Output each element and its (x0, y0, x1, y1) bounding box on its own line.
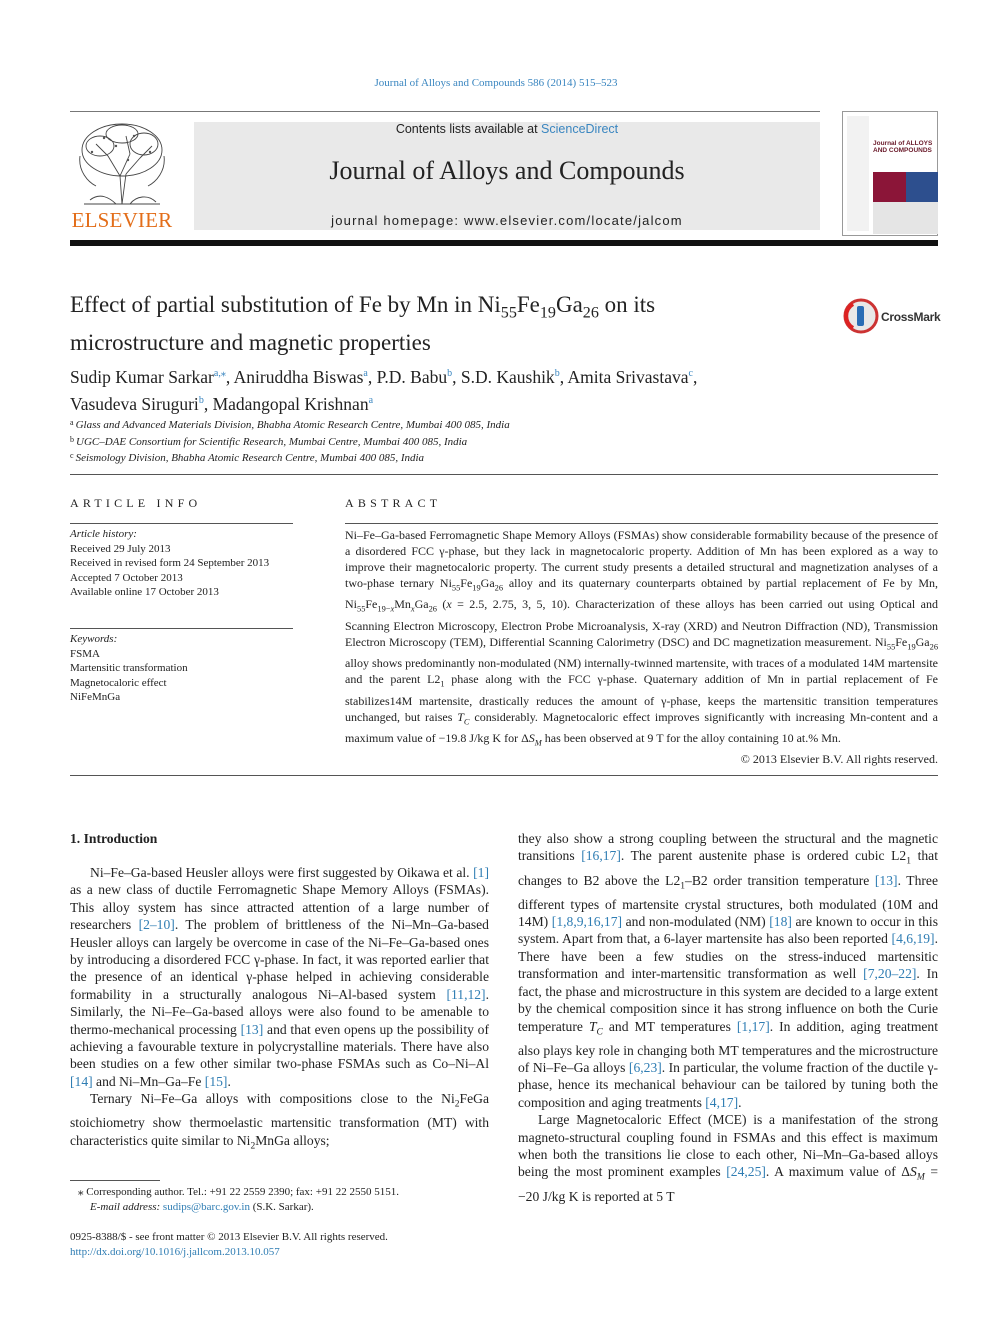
revised-date: Received in revised form 24 September 2013 (70, 557, 270, 569)
author[interactable]: Vasudeva Siruguri (70, 394, 199, 414)
author[interactable]: Sudip Kumar Sarkar (70, 367, 214, 387)
affiliation: $^a$ Glass and Advanced Materials Division, Bhabha Atomic Research Centre, Mumbai 400 085, India (70, 418, 510, 431)
email-suffix: (S.K. Sarkar). (252, 1201, 314, 1213)
accepted-date: Accepted 7 October 2013 (70, 571, 183, 584)
crossmark-icon[interactable] (843, 298, 883, 334)
article-history (70, 527, 293, 600)
copyright-notice: © 2013 Elsevier B.V. All rights reserved. (740, 752, 938, 766)
cover-block-red (873, 172, 906, 202)
corresponding-author: ⁎ Corresponding author. Tel.: +91 22 2559 2390; fax: +91 22 2550 5151. (78, 1186, 399, 1198)
history-label: Article history: (70, 528, 137, 540)
crossmark-label[interactable]: CrossMark (881, 310, 941, 324)
author-affiliation-mark[interactable]: b (447, 368, 453, 379)
homepage-link[interactable]: www.elsevier.com/locate/jalcom (464, 213, 683, 228)
cover-strip (847, 116, 869, 231)
email-label: E-mail address: (90, 1201, 161, 1213)
divider (70, 474, 938, 475)
front-matter (70, 1230, 570, 1259)
footnote-rule (70, 1180, 160, 1181)
affiliation: $^b$ UGC–DAE Consortium for Scientific Research, Mumbai Centre, Mumbai 400 085, India (70, 434, 468, 448)
body-column-right (518, 830, 938, 1205)
abstract-text: Ni–Fe–Ga-based Ferromagnetic Shape Memory Alloys (FSMAs) show considerable formability because of the presence of a disordered FCC γ-phase, but they lack in magnetocaloric property. Addition of Mn has been explored as a way to improve their magnetocaloric property. The current study presents a detailed structural and magnetization analyses of a two-phase ternary $Ni_{55}Fe_{19}Ga_{26}$ alloy and its quaternary counterparts obtained by partial replacement of Fe by Mn, $Ni_{55}Fe_{19-x}Mn_xGa_{26}$ (x = 2.5, 2.75, 3, 5, 10). Characterization of these alloys has been carried out using Optical and Scanning Electron Microscopy, Electron Probe Microanalysis, X-ray (XRD) and Neutron Diffraction (ND), Transmission Electron Microscopy (TEM), Differential Scanning Calorimetry (DSC) and DC magnetization measurement. $Ni_{55}Fe_{19}Ga_{26}$ alloy shows predominantly non-modulated (NM) internally-twinned martensite, with traces of a modulated 14M martensite and the parent $L2_1$ phase along with the FCC γ-phase. Quaternary addition of Mn in partial replacement of Fe stabilizes14M martensite, drastically reduces the amount of γ-phase, keeps the martensitic transition temperatures unchanged, but raises $T_C$ considerably. Magnetocaloric effect improves significantly with increasing Mn-content and a maximum value of −19.8 J/kg K for $\Delta S_M$ has been observed at 9 T for the alloy containing 10 at.% Mn. (345, 528, 939, 748)
journal-reference[interactable]: Journal of Alloys and Compounds 586 (2014) 515–523 (374, 77, 618, 89)
contents-prefix: Contents lists available at (395, 122, 538, 136)
paragraph: Ni–Fe–Ga-based Heusler alloys were first suggested by Oikawa et al. [1] as a new class of ductile Ferromagnetic Shape Memory Alloys (FSMAs). This alloy system has since attracted attention of a large number of researchers [2–10]. The problem of brittleness of the Ni–Mn–Ga-based Heusler alloys can largely be overcome in case of the Ni–Fe–Ga-based ones by introducing a disordered FCC γ-phase. In fact, it was reported earlier that the presence of an identical γ-phase helped in achieving considerable formability in a structurally analogous Ni–Al-based system [11,12]. Similarly, the Ni–Fe–Ga-based alloys were also found to be amenable to thermo-mechanical processing [13] and that even opens up the possibility of achieving a favourable texture in polycrystalline materials. There have also been studies on a few other similar two-phase FSMAs such as Co–Ni–Al [14] and Ni–Mn–Ga–Fe [15]. (70, 865, 489, 1089)
author-affiliation-mark[interactable]: a,⁎ (213, 368, 226, 379)
author[interactable]: Amita Srivastava (567, 367, 689, 387)
paragraph: Large Magnetocaloric Effect (MCE) is a manifestation of the strong magneto-structural coupling found in FSMAs and this effect is maximum when both the transitions lie close to each other, Ni–Mn–Ga-based alloys being the most prominent examples [24,25]. A maximum value of $\Delta S_M = -20$ J/kg K is reported at 5 T (518, 1112, 938, 1204)
publisher-name: ELSEVIER (71, 208, 173, 232)
author[interactable]: P.D. Babu (376, 367, 448, 387)
received-date: Received 29 July 2013 (70, 542, 171, 555)
header-bottom-rule (70, 240, 938, 246)
keywords (70, 632, 293, 705)
journal-homepage (194, 213, 820, 228)
body-column-left (70, 864, 489, 1156)
email-link[interactable]: sudips@barc.gov.in (162, 1201, 250, 1213)
keyword: FSMA (70, 647, 100, 660)
keyword: Magnetocaloric effect (70, 676, 167, 689)
cover-title: Journal of ALLOYS AND COMPOUNDS (873, 140, 933, 154)
author-affiliation-mark[interactable]: b (198, 395, 204, 406)
section-title: 1. Introduction (70, 831, 158, 846)
issn-line: 0925-8388/$ - see front matter © 2013 Elsevier B.V. All rights reserved. (70, 1231, 388, 1243)
journal-cover-thumbnail[interactable] (842, 111, 938, 236)
divider (345, 523, 938, 524)
sciencedirect-link[interactable]: ScienceDirect (541, 122, 619, 136)
article-title: Effect of partial substitution of Fe by Mn in $Ni_{55}Fe_{19}Ga_{26}$ on its microstructure and magnetic properties (70, 292, 656, 355)
author-affiliation-mark[interactable]: a (368, 395, 374, 406)
author[interactable]: S.D. Kaushik (460, 367, 555, 387)
keywords-label: Keywords: (70, 633, 118, 645)
affiliations (70, 416, 830, 466)
doi-link[interactable]: http://dx.doi.org/10.1016/j.jallcom.2013.10.057 (70, 1245, 280, 1258)
online-date: Available online 17 October 2013 (70, 586, 219, 598)
cover-block-grey (873, 202, 938, 234)
divider (70, 628, 293, 629)
affiliation: $^c$ Seismology Division, Bhabha Atomic Research Centre, Mumbai 400 085, India (70, 451, 425, 464)
homepage-prefix: journal homepage: (331, 213, 460, 228)
keyword: NiFeMnGa (70, 691, 121, 703)
header-top-rule (70, 111, 820, 112)
contents-line (194, 122, 820, 136)
divider (70, 775, 938, 776)
journal-name: Journal of Alloys and Compounds (329, 156, 685, 185)
article-info-heading: ARTICLE INFO (70, 496, 202, 510)
cover-block-blue (906, 172, 938, 202)
author[interactable]: Aniruddha Biswas (233, 367, 364, 387)
divider (70, 523, 293, 524)
abstract-heading: ABSTRACT (345, 496, 442, 510)
corresponding-author-footnote (70, 1185, 489, 1215)
author-affiliation-mark[interactable]: a (363, 368, 368, 379)
email-line (70, 1200, 489, 1215)
author[interactable]: Madangopal Krishnan (212, 394, 369, 414)
keyword: Martensitic transformation (70, 662, 188, 674)
paragraph: Ternary Ni–Fe–Ga alloys with compositions close to the $Ni_2FeGa$ stoichiometry show thermoelastic martensitic transformation (MT) with characteristics quite similar to $Ni_2MnGa$ alloys; (70, 1091, 489, 1152)
author-affiliation-mark[interactable]: c (688, 368, 693, 379)
author-list: Sudip Kumar Sarkar$^{a,⁎}$, Aniruddha Biswas$^a$, P.D. Babu$^b$, S.D. Kaushik$^b$, Amita Srivastava$^c$, Vasudeva Siruguri$^b$, Madangopal Krishnan$^a$ (70, 367, 698, 414)
author-affiliation-mark[interactable]: b (554, 368, 560, 379)
paragraph: they also show a strong coupling between the structural and the magnetic transitions [16,17]. The parent austenite phase is ordered cubic $L2_1$ that changes to B2 above the $L2_1-B2$ order transition temperature [13]. Three different types of martensite crystal structures, both modulated (10M and 14M) [1,8,9,16,17] and non-modulated (NM) [18] are known to occur in this system. Apart from that, a 6-layer martensite has also been reported [4,6,19]. There have been a few studies on the stress-induced martensitic transformation and inter-martensitic transformation as well [7,20–22]. In fact, the phase and microstructure in this system are decided to a large extent by the chemical composition since it has strong influence on both the Curie temperature $T_C$ and MT temperatures [1,17]. In addition, aging treatment also plays key role in changing both MT temperatures and the microstructure of Ni–Fe–Ga alloys [6,23]. In particular, the volume fraction of the ductile γ-phase, hence its mechanical behaviour can be tailored by tuning both the composition and aging treatments [4,17]. (518, 831, 939, 1110)
